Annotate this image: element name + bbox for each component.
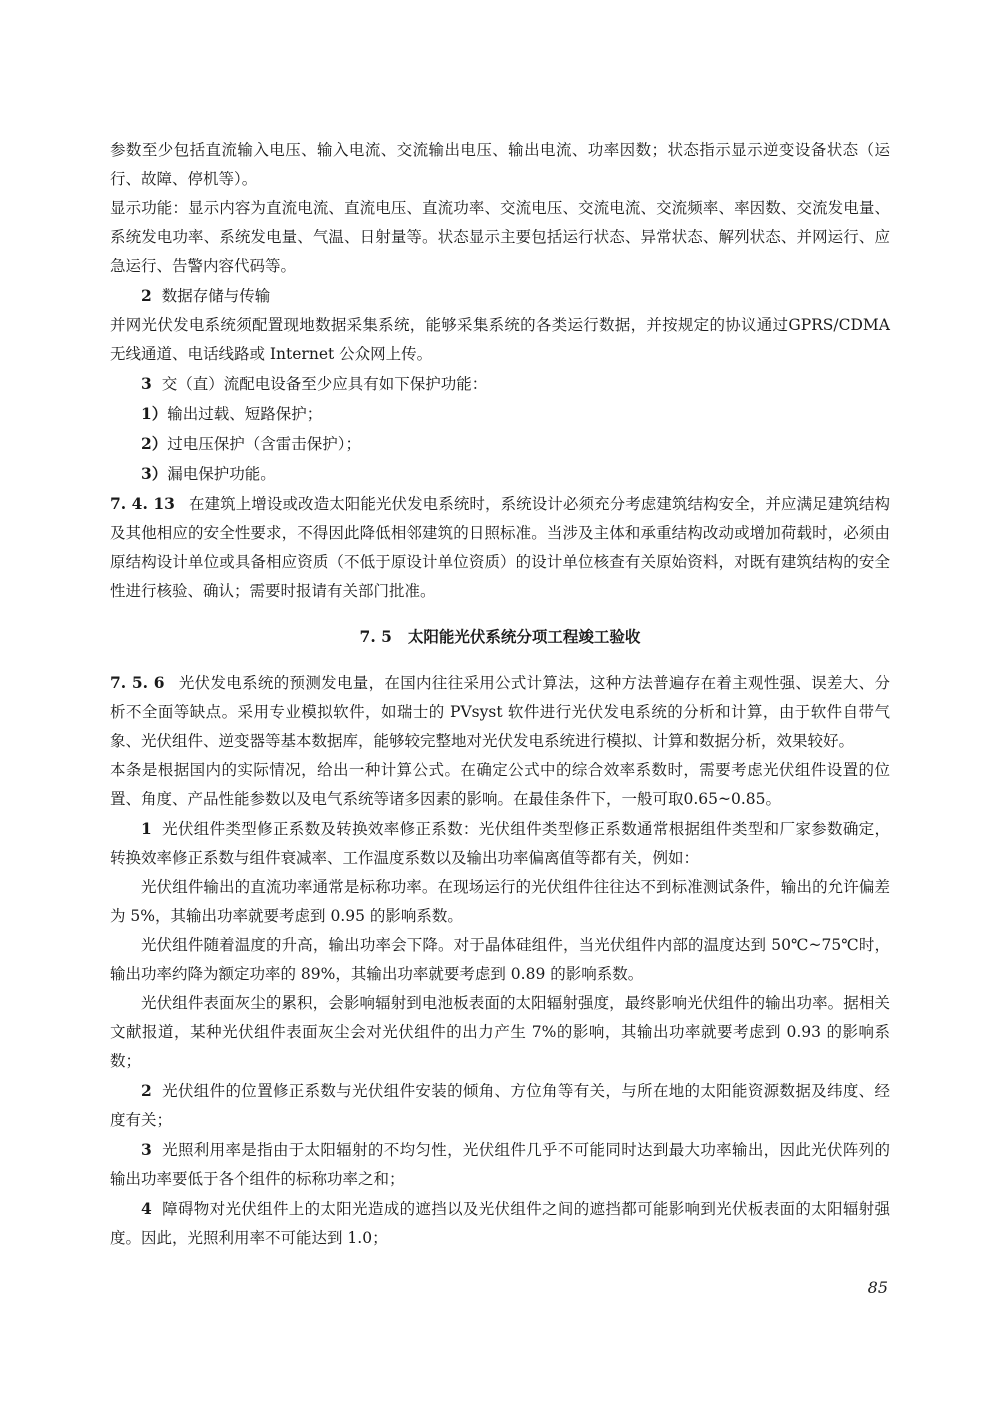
paragraph-parameters: 参数至少包括直流输入电压、输入电流、交流输出电压、输出电流、功率因数；状态指示显示逆变设备状态（运行、故障、停机等）。 bbox=[110, 141, 890, 188]
factor-3-number: 3 bbox=[141, 1140, 152, 1159]
section-title: 太阳能光伏系统分项工程竣工验收 bbox=[407, 627, 641, 646]
factor-3-text: 光照利用率是指由于太阳辐射的不均匀性，光伏组件几乎不可能同时达到最大功率输出，因此光伏阵列的输出功率要低于各个组件的标称功率之和； bbox=[110, 1141, 890, 1188]
item-3-number: 3 bbox=[141, 374, 152, 393]
subitem-3-number: 3） bbox=[141, 464, 168, 483]
factor-1-number: 1 bbox=[141, 819, 152, 838]
subitem-3 bbox=[110, 459, 890, 489]
item-2-title: 数据存储与传输 bbox=[161, 287, 271, 305]
clause-7-5-6-text: 光伏发电系统的预测发电量，在国内往往采用公式计算法，这种方法普遍存在着主观性强、误差大、分析不全面等缺点。采用专业模拟软件，如瑞士的 PVsyst 软件进行光伏发电系统的分析和计算，由于软件自带气象、光伏组件、逆变器等基本数据库，能够较完整地对光伏发电系统进行模拟、计算和数据分析，效果较好。 bbox=[110, 674, 890, 750]
section-number: 7. 5 bbox=[359, 627, 392, 646]
item-3-title: 交（直）流配电设备至少应具有如下保护功能： bbox=[161, 375, 488, 393]
clause-7-4-13-number: 7. 4. 13 bbox=[110, 494, 175, 513]
example-temperature: 光伏组件随着温度的升高，输出功率会下降。对于晶体硅组件，当光伏组件内部的温度达到 50℃~75℃时，输出功率约降为额定功率的 89%，其输出功率就要考虑到 0.89 的影响系数。 bbox=[110, 936, 890, 983]
factor-1 bbox=[110, 814, 890, 873]
subitem-2-text: 过电压保护（含雷击保护）； bbox=[167, 435, 362, 453]
item-2-heading bbox=[110, 281, 890, 311]
paragraph-display-function: 显示功能：显示内容为直流电流、直流电压、直流功率、交流电压、交流电流、交流频率、率因数、交流发电量、系统发电功率、系统发电量、气温、日射量等。状态显示主要包括运行状态、异常状态、解列状态、并网运行、应急运行、告警内容代码等。 bbox=[110, 199, 890, 275]
clause-7-5-6-followup: 本条是根据国内的实际情况，给出一种计算公式。在确定公式中的综合效率系数时，需要考虑光伏组件设置的位置、角度、产品性能参数以及电气系统等诸多因素的影响。在最佳条件下，一般可取0.65~0.85。 bbox=[110, 761, 890, 808]
clause-7-5-6 bbox=[110, 668, 890, 756]
factor-2-number: 2 bbox=[141, 1081, 152, 1100]
clause-7-5-6-number: 7. 5. 6 bbox=[110, 673, 165, 692]
subitem-1-number: 1） bbox=[141, 404, 168, 423]
page-number: 85 bbox=[867, 1278, 888, 1297]
factor-2 bbox=[110, 1076, 890, 1135]
section-heading bbox=[110, 622, 890, 652]
subitem-1-text: 输出过载、短路保护； bbox=[167, 405, 323, 423]
item-2-body: 并网光伏发电系统须配置现地数据采集系统，能够采集系统的各类运行数据，并按规定的协议通过GPRS/CDMA 无线通道、电话线路或 Internet 公众网上传。 bbox=[110, 316, 890, 363]
factor-3 bbox=[110, 1135, 890, 1194]
example-rated-power: 光伏组件输出的直流功率通常是标称功率。在现场运行的光伏组件往往达不到标准测试条件，输出的允许偏差为 5%，其输出功率就要考虑到 0.95 的影响系数。 bbox=[110, 878, 890, 925]
factor-4-number: 4 bbox=[141, 1199, 152, 1218]
factor-1-text: 光伏组件类型修正系数及转换效率修正系数：光伏组件类型修正系数通常根据组件类型和厂家参数确定，转换效率修正系数与组件衰减率、工作温度系数以及输出功率偏离值等都有关，例如： bbox=[110, 820, 890, 867]
item-2-number: 2 bbox=[141, 286, 152, 305]
item-3-heading bbox=[110, 369, 890, 399]
example-dust: 光伏组件表面灰尘的累积，会影响辐射到电池板表面的太阳辐射强度，最终影响光伏组件的输出功率。据相关文献报道，某种光伏组件表面灰尘会对光伏组件的出力产生 7%的影响，其输出功率就要考虑到 0.93 的影响系数； bbox=[110, 994, 890, 1070]
subitem-1 bbox=[110, 399, 890, 429]
subitem-2 bbox=[110, 429, 890, 459]
clause-7-4-13-text: 在建筑上增设或改造太阳能光伏发电系统时，系统设计必须充分考虑建筑结构安全，并应满足建筑结构及其他相应的安全性要求，不得因此降低相邻建筑的日照标准。当涉及主体和承重结构改动或增加荷载时，必须由原结构设计单位或具备相应资质（不低于原设计单位资质）的设计单位核查有关原始资料，对既有建筑结构的安全性进行核验、确认；需要时报请有关部门批准。 bbox=[110, 495, 890, 600]
subitem-3-text: 漏电保护功能。 bbox=[167, 465, 276, 483]
factor-4 bbox=[110, 1194, 890, 1253]
clause-7-4-13 bbox=[110, 489, 890, 606]
factor-4-text: 障碍物对光伏组件上的太阳光造成的遮挡以及光伏组件之间的遮挡都可能影响到光伏板表面的太阳辐射强度。因此，光照利用率不可能达到 1.0； bbox=[110, 1200, 890, 1247]
page-body bbox=[110, 136, 890, 1253]
factor-2-text: 光伏组件的位置修正系数与光伏组件安装的倾角、方位角等有关，与所在地的太阳能资源数据及纬度、经度有关； bbox=[110, 1082, 890, 1129]
subitem-2-number: 2） bbox=[141, 434, 168, 453]
